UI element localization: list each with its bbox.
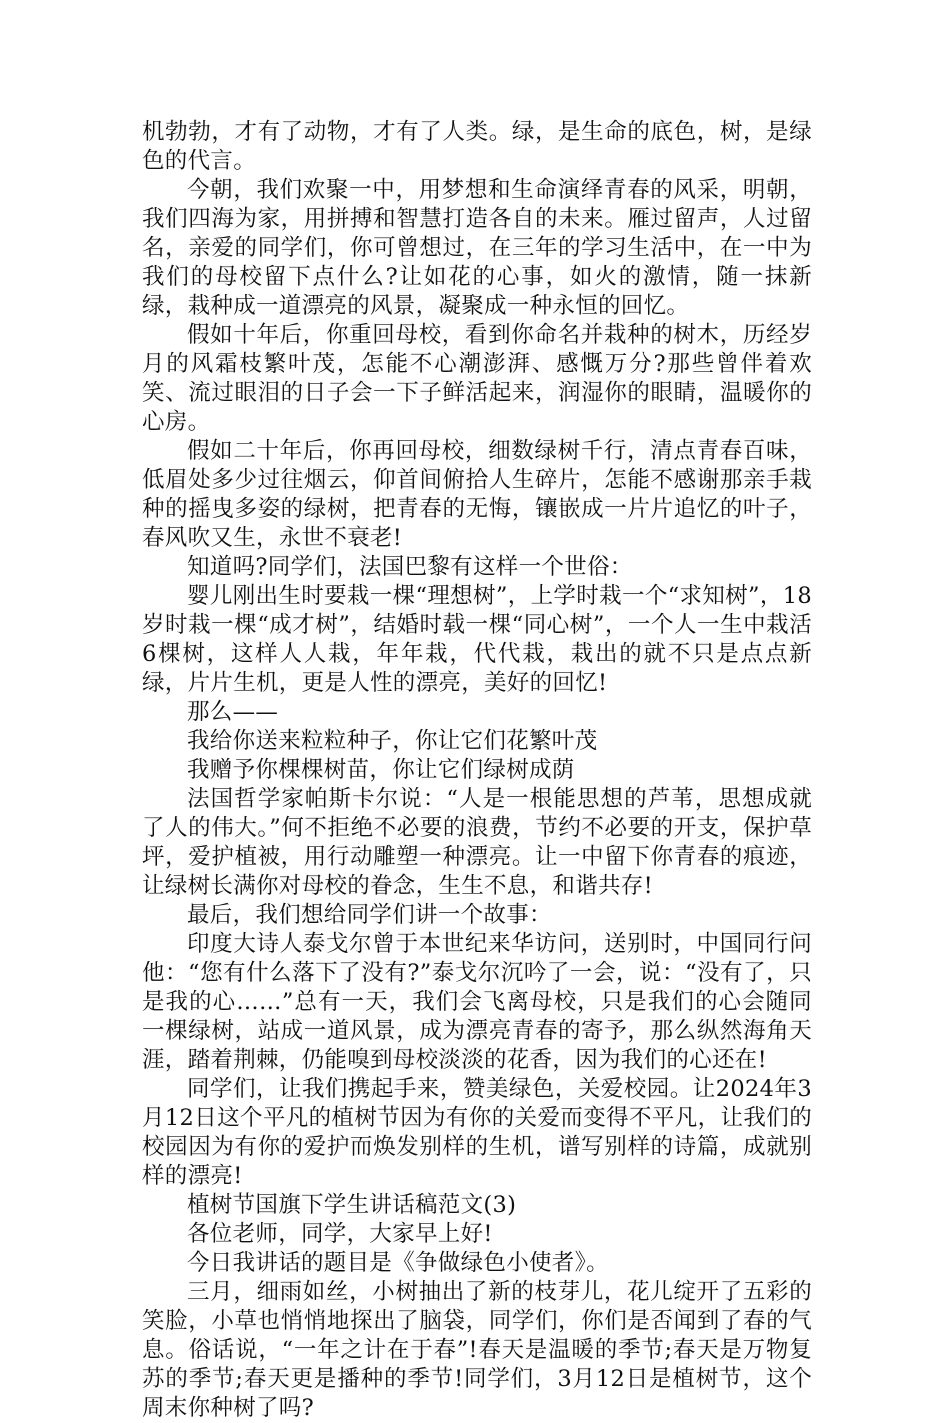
paragraph-9: 我赠予你棵棵树苗，你让它们绿树成荫 [187, 757, 575, 783]
document-body [142, 118, 812, 1423]
paragraph-8: 我给你送来粒粒种子，你让它们花繁叶茂 [187, 728, 598, 754]
paragraph-4: 假如二十年后，你再回母校，细数绿树千行，清点青春百味，低眉处多少过往烟云，仰首间俯拾人生碎片，怎能不感谢那亲手栽种的摇曳多姿的绿树，把青春的无悔，镶嵌成一片片追忆的叶子，春风吹又生，永世不衰老! [142, 438, 812, 551]
section-heading: 植树节国旗下学生讲话稿范文(3) [187, 1192, 517, 1218]
paragraph-7: 那么—— [187, 699, 279, 725]
paragraph-17: 三月，细雨如丝，小树抽出了新的枝芽儿，花儿绽开了五彩的笑脸，小草也悄悄地探出了脑袋，同学们，你们是否闻到了春的气息。俗话说，“一年之计在于春”!春天是温暖的季节;春天是万物复苏的季节;春天更是播种的季节!同学们，3月12日是植树节，这个周末你种树了吗? [142, 1279, 812, 1421]
paragraph-10: 法国哲学家帕斯卡尔说：“人是一根能思想的芦苇，思想成就了人的伟大。”何不拒绝不必要的浪费，节约不必要的开支，保护草坪，爱护植被，用行动雕塑一种漂亮。让一中留下你青春的痕迹，让绿树长满你对母校的眷念，生生不息，和谐共存! [142, 786, 812, 899]
paragraph-11: 最后，我们想给同学们讲一个故事： [187, 902, 552, 928]
greeting: 各位老师，同学，大家早上好! [187, 1221, 493, 1247]
paragraph-2: 今朝，我们欢聚一中，用梦想和生命演绎青春的风采，明朝，我们四海为家，用拼搏和智慧打造各自的未来。雁过留声，人过留名，亲爱的同学们，你可曾想过，在三年的学习生活中，在一中为我们的母校留下点什么?让如花的心事，如火的激情，随一抹新绿，栽种成一道漂亮的风景，凝聚成一种永恒的回忆。 [142, 177, 812, 319]
paragraph-1: 机勃勃，才有了动物，才有了人类。绿，是生命的底色，树，是绿色的代言。 [142, 119, 812, 174]
paragraph-3: 假如十年后，你重回母校，看到你命名并栽种的树木，历经岁月的风霜枝繁叶茂，怎能不心潮澎湃、感慨万分?那些曾伴着欢笑、流过眼泪的日子会一下子鲜活起来，润湿你的眼睛，温暖你的心房。 [142, 322, 812, 435]
paragraph-12: 印度大诗人泰戈尔曾于本世纪来华访问，送别时，中国同行问他：“您有什么落下了没有?”泰戈尔沉吟了一会，说：“没有了，只是我的心……”总有一天，我们会飞离母校，只是我们的心会随同一棵绿树，站成一道风景，成为漂亮青春的寄予，那么纵然海角天涯，踏着荆棘，仍能嗅到母校淡淡的花香，因为我们的心还在! [142, 931, 812, 1073]
paragraph-5: 知道吗?同学们，法国巴黎有这样一个世俗： [187, 554, 633, 580]
paragraph-6: 婴儿刚出生时要栽一棵“理想树”，上学时栽一个“求知树”，18岁时栽一棵“成才树”，结婚时载一棵“同心树”，一个人一生中栽活6棵树，这样人人栽，年年栽，代代栽，栽出的就不只是点点新绿，片片生机，更是人性的漂亮，美好的回忆! [142, 583, 812, 696]
speech-topic: 今日我讲话的题目是《争做绿色小使者》。 [187, 1250, 609, 1276]
paragraph-13: 同学们，让我们携起手来，赞美绿色，关爱校园。让2024年3月12日这个平凡的植树节因为有你的关爱而变得不平凡，让我们的校园因为有你的爱护而焕发别样的生机，谱写别样的诗篇，成就别样的漂亮! [142, 1076, 812, 1189]
